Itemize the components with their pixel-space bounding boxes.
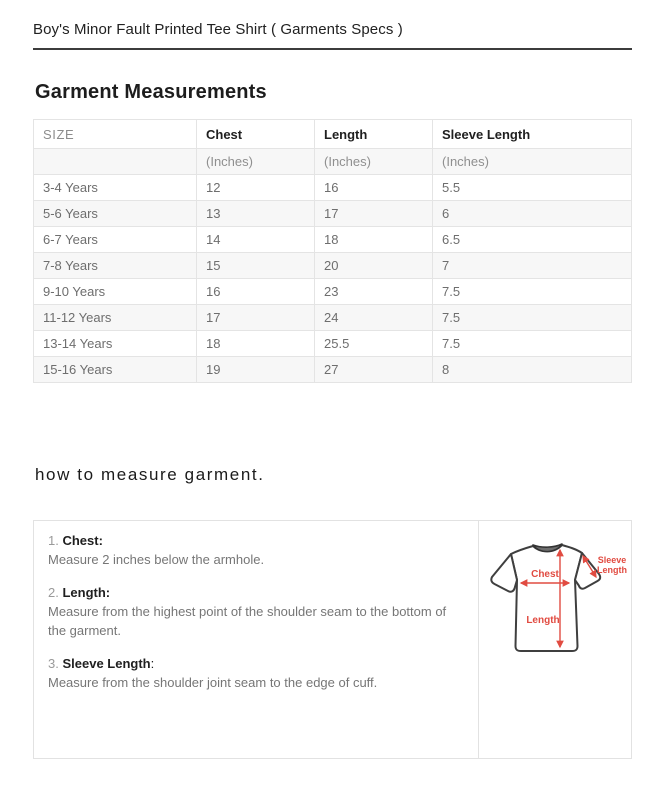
cell-chest: 17 [197,305,315,331]
instruction-text: Measure from the shoulder joint seam to the edge of cuff. [48,675,378,690]
cell-sleeve: 7.5 [433,279,632,305]
tshirt-diagram-cell [478,521,631,758]
table-row [34,331,632,357]
cell-chest: 12 [197,175,315,201]
cell-sleeve: 7.5 [433,305,632,331]
how-to-measure-heading: how to measure garment. [35,465,265,484]
cell-size: 5-6 Years [34,201,197,227]
measure-instructions-box [33,520,632,759]
cell-sleeve: 7.5 [433,331,632,357]
instruction-number: 1. [48,533,59,548]
instruction-number: 3. [48,656,59,671]
page-title: Boy's Minor Fault Printed Tee Shirt ( Garments Specs ) [33,21,403,38]
tshirt-measure-diagram-icon [479,529,631,679]
title-divider [33,48,632,50]
cell-size: 6-7 Years [34,227,197,253]
table-header-row [34,120,632,149]
instruction-text: Measure from the highest point of the shoulder seam to the bottom of the garment. [48,604,447,638]
length-label: Length [526,615,560,626]
instructions-list [34,521,478,758]
cell-length: 27 [315,357,433,383]
cell-length: 16 [315,175,433,201]
table-row [34,201,632,227]
cell-size: 15-16 Years [34,357,197,383]
table-row [34,305,632,331]
column-header-size: SIZE [34,120,197,149]
cell-sleeve: 6.5 [433,227,632,253]
instruction-label: Chest: [62,533,103,548]
cell-length: 23 [315,279,433,305]
cell-length: 20 [315,253,433,279]
table-units-row [34,149,632,175]
sleeve-length-label-line2: Length [597,565,627,575]
sleeve-length-label-line1: Sleeve [597,555,627,565]
units-cell-sleeve: (Inches) [433,149,632,175]
units-cell-length: (Inches) [315,149,433,175]
cell-size: 13-14 Years [34,331,197,357]
column-header-length: Length [315,120,433,149]
instruction-length [48,583,464,640]
cell-size: 11-12 Years [34,305,197,331]
cell-sleeve: 6 [433,201,632,227]
cell-chest: 13 [197,201,315,227]
chest-label: Chest [531,569,559,580]
cell-size: 7-8 Years [34,253,197,279]
cell-chest: 14 [197,227,315,253]
cell-length: 18 [315,227,433,253]
cell-length: 24 [315,305,433,331]
cell-sleeve: 8 [433,357,632,383]
table-row [34,175,632,201]
instruction-chest [48,531,464,569]
table-row [34,279,632,305]
measurements-table [33,119,632,383]
cell-sleeve: 7 [433,253,632,279]
cell-chest: 16 [197,279,315,305]
measurements-heading: Garment Measurements [35,81,267,103]
cell-chest: 18 [197,331,315,357]
instruction-text: Measure 2 inches below the armhole. [48,552,265,567]
page-content [33,0,632,759]
cell-size: 3-4 Years [34,175,197,201]
instruction-label: Length: [62,585,111,600]
table-row [34,253,632,279]
cell-size: 9-10 Years [34,279,197,305]
tshirt-left-sleeve [491,554,517,592]
instruction-sleeve-length: 3. Sleeve Length: Measure from the shoulder joint seam to the edge of cuff. [48,654,464,692]
column-header-sleeve: Sleeve Length [433,120,632,149]
cell-chest: 19 [197,357,315,383]
tshirt-body [511,545,582,651]
cell-length: 25.5 [315,331,433,357]
instruction-number: 2. [48,585,59,600]
instruction-label: Sleeve Length [62,656,151,671]
units-cell-empty [34,149,197,175]
cell-chest: 15 [197,253,315,279]
cell-length: 17 [315,201,433,227]
table-row [34,357,632,383]
table-row [34,227,632,253]
units-cell-chest: (Inches) [197,149,315,175]
column-header-chest: Chest [197,120,315,149]
cell-sleeve: 5.5 [433,175,632,201]
